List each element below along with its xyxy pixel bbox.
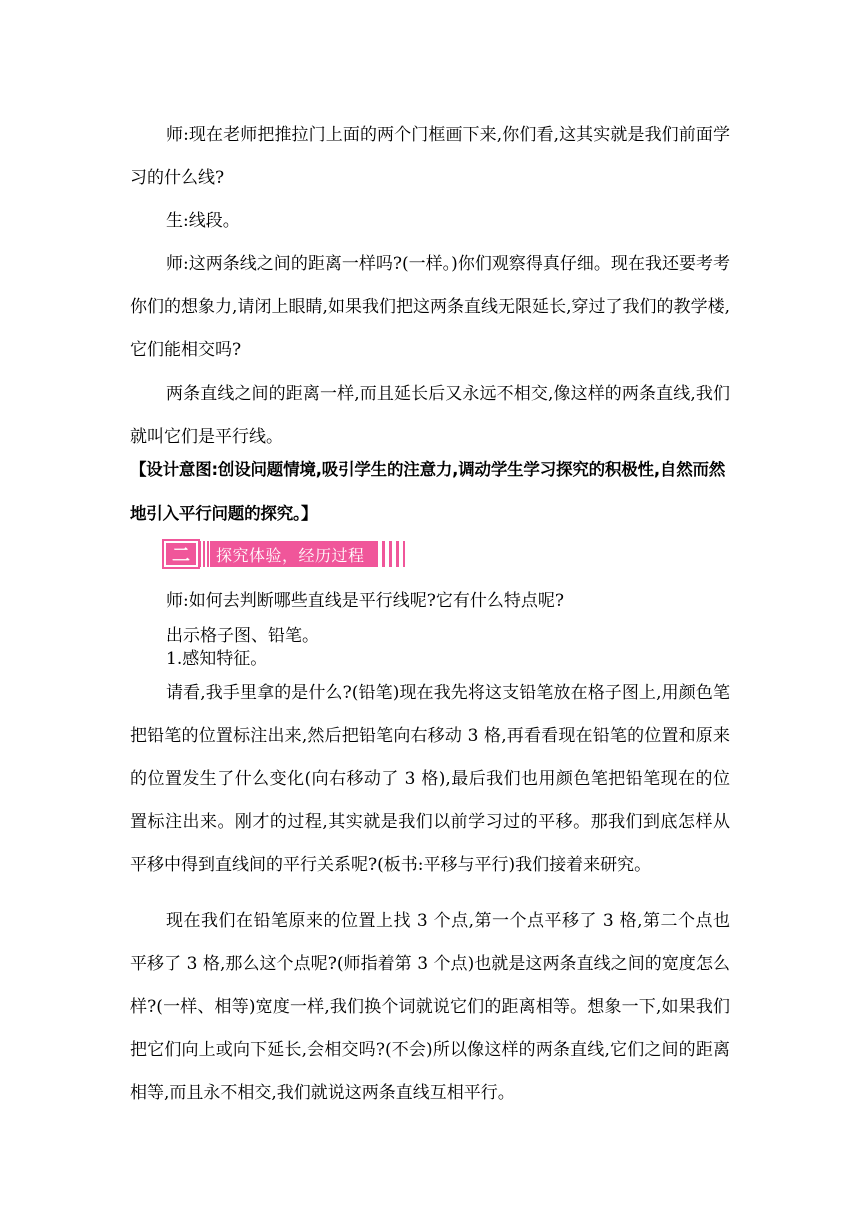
paragraph-three-points: 现在我们在铅笔原来的位置上找 3 个点,第一个点平移了 3 格,第二个点也平移了 3 格,那么这个点呢?(师指着第 3 个点)也就是这两条直线之间的宽度怎么样?(一样、相等)宽度一样,我们换个词就说它们的距离相等。想象一下,如果我们把它们向上或向下延长,会相交吗?(不会)所以像这样的两条直线,它们之间的距离相等,而且永不相交,我们就说这两条直线互相平行。 [130, 911, 730, 1103]
paragraph-teacher-distance: 师:这两条线之间的距离一样吗?(一样。)你们观察得真仔细。现在我还要考考你们的想象力,请闭上眼睛,如果我们把这两条直线无限延长,穿过了我们的教学楼,它们能相交吗? [130, 254, 730, 360]
section-banner [162, 540, 405, 568]
paragraph-step-heading: 1.感知特征。 [166, 649, 268, 669]
paragraph-teacher-door-frame: 师:现在老师把推拉门上面的两个门框画下来,你们看,这其实就是我们前面学习的什么线? [130, 125, 730, 188]
paragraph-pencil-translation: 请看,我手里拿的是什么?(铅笔)现在我先将这支铅笔放在格子图上,用颜色笔把铅笔的位置标注出来,然后把铅笔向右移动 3 格,再看看现在铅笔的位置和原来的位置发生了什么变化(向右移动了 3 格),最后我们也用颜色笔把铅笔现在的位置标注出来。刚才的过程,其实就是我们以前学习过的平移。那我们到底怎样从平移中得到直线间的平行关系呢?(板书:平移与平行)我们接着来研究。 [130, 683, 730, 875]
banner-tail-stripes-icon [375, 541, 405, 567]
section-number: 二 [164, 541, 198, 567]
paragraph-parallel-definition: 两条直线之间的距离一样,而且延长后又永远不相交,像这样的两条直线,我们就叫它们是平行线。 [130, 384, 730, 447]
paragraph-teacher-question: 师:如何去判断哪些直线是平行线呢?它有什么特点呢? [166, 591, 564, 611]
paragraph-show-materials: 出示格子图、铅笔。 [166, 626, 319, 646]
paragraph-student-answer: 生:线段。 [166, 211, 240, 231]
section-title: 探究体验，经历过程 [210, 541, 375, 567]
banner-stripes-icon [199, 541, 209, 567]
design-intent-note: 【设计意图:创设问题情境,吸引学生的注意力,调动学生学习探究的积极性,自然而然地引入平行问题的探究。】 [130, 460, 726, 523]
